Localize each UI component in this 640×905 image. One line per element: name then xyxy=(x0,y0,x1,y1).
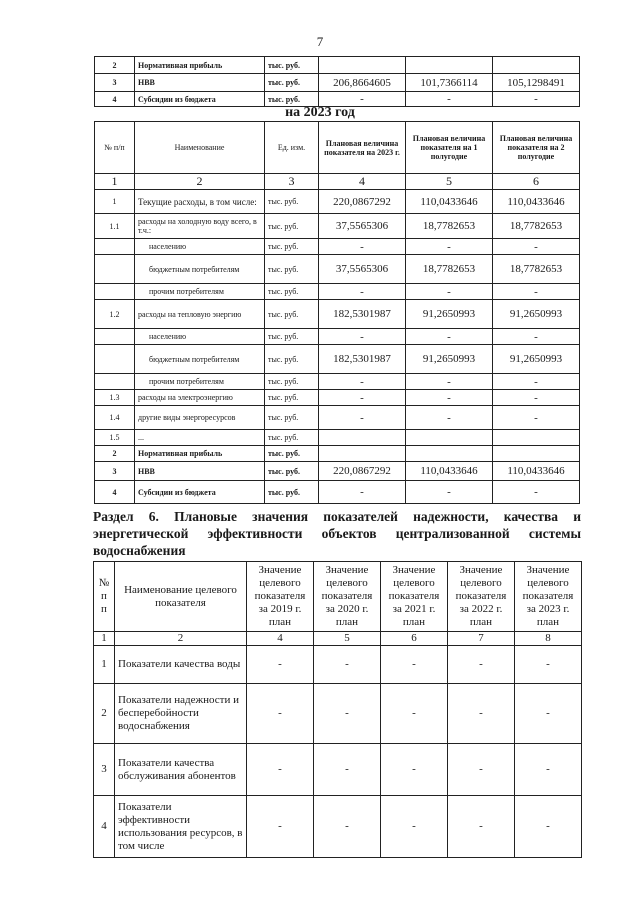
table-row xyxy=(94,744,582,796)
row-number: 1.3 xyxy=(95,390,135,406)
row-name: НВВ xyxy=(135,74,265,92)
row-value: 18,7782653 xyxy=(493,255,580,284)
row-name: Текущие расходы, в том числе: xyxy=(135,190,265,214)
row-value: - xyxy=(319,284,406,300)
table-row xyxy=(95,74,580,92)
table-row xyxy=(95,406,580,430)
header-plan-h2: Плановая величина показателя на 2 полугодие xyxy=(493,122,580,174)
table-row xyxy=(95,190,580,214)
table-row xyxy=(95,462,580,481)
table-2023 xyxy=(94,121,580,504)
row-value: 110,0433646 xyxy=(493,462,580,481)
table-row xyxy=(94,796,582,858)
row-number: 1.2 xyxy=(95,300,135,329)
index-cell: 1 xyxy=(94,632,115,646)
row-value: - xyxy=(319,406,406,430)
table-row xyxy=(95,481,580,504)
row-value xyxy=(493,446,580,462)
row-value: - xyxy=(247,684,314,744)
row-value: - xyxy=(314,646,381,684)
row-value: - xyxy=(406,92,493,107)
row-value: - xyxy=(493,406,580,430)
table-top xyxy=(94,56,580,107)
row-value: - xyxy=(515,646,582,684)
row-number: 4 xyxy=(95,92,135,107)
row-name: ... xyxy=(135,430,265,446)
row-value: - xyxy=(381,744,448,796)
row-number: 2 xyxy=(95,57,135,74)
table-row xyxy=(94,684,582,744)
table-row xyxy=(95,214,580,239)
row-unit: тыс. руб. xyxy=(265,481,319,504)
header-2021: Значение целевого показателя за 2021 г. план xyxy=(381,562,448,632)
table-row xyxy=(95,300,580,329)
row-value xyxy=(319,446,406,462)
row-number xyxy=(95,374,135,390)
row-indicator-name: Показатели эффективности использования ресурсов, в том числе xyxy=(115,796,247,858)
row-number: 1.1 xyxy=(95,214,135,239)
row-value: 110,0433646 xyxy=(493,190,580,214)
row-value xyxy=(319,430,406,446)
row-name: расходы на тепловую энергию xyxy=(135,300,265,329)
row-value xyxy=(493,430,580,446)
row-number: 3 xyxy=(94,744,115,796)
row-value: - xyxy=(406,406,493,430)
row-value: - xyxy=(319,390,406,406)
row-value: 91,2650993 xyxy=(493,345,580,374)
year-heading: на 2023 год xyxy=(285,105,355,120)
row-unit: тыс. руб. xyxy=(265,446,319,462)
table-row xyxy=(95,345,580,374)
index-cell: 6 xyxy=(493,174,580,190)
header-2020: Значение целевого показателя за 2020 г. план xyxy=(314,562,381,632)
row-name: бюджетным потребителям xyxy=(135,345,265,374)
row-name: другие виды энергоресурсов xyxy=(135,406,265,430)
index-cell: 5 xyxy=(406,174,493,190)
row-value xyxy=(406,57,493,74)
row-value: - xyxy=(319,481,406,504)
row-value: 182,5301987 xyxy=(319,300,406,329)
row-value: - xyxy=(319,239,406,255)
index-cell: 2 xyxy=(115,632,247,646)
row-value: 91,2650993 xyxy=(406,345,493,374)
row-name: бюджетным потребителям xyxy=(135,255,265,284)
row-number: 3 xyxy=(95,74,135,92)
row-value: - xyxy=(314,796,381,858)
header-no: № п п xyxy=(94,562,115,632)
row-value: 91,2650993 xyxy=(493,300,580,329)
table-row xyxy=(95,239,580,255)
row-indicator-name: Показатели качества воды xyxy=(115,646,247,684)
table-row xyxy=(95,430,580,446)
row-unit: тыс. руб. xyxy=(265,214,319,239)
row-value: - xyxy=(381,796,448,858)
index-cell: 6 xyxy=(381,632,448,646)
row-number: 2 xyxy=(94,684,115,744)
row-indicator-name: Показатели надежности и бесперебойности водоснабжения xyxy=(115,684,247,744)
row-value: - xyxy=(515,744,582,796)
row-unit: тыс. руб. xyxy=(265,390,319,406)
header-no: № п/п xyxy=(95,122,135,174)
row-value: 220,0867292 xyxy=(319,462,406,481)
row-value: - xyxy=(515,684,582,744)
row-number xyxy=(95,255,135,284)
row-value: - xyxy=(406,239,493,255)
row-value: - xyxy=(493,481,580,504)
index-cell: 8 xyxy=(515,632,582,646)
row-value: - xyxy=(515,796,582,858)
header-unit: Ед. изм. xyxy=(265,122,319,174)
row-number: 4 xyxy=(95,481,135,504)
row-value: - xyxy=(247,796,314,858)
row-unit: тыс. руб. xyxy=(265,462,319,481)
row-value: 37,5565306 xyxy=(319,214,406,239)
row-value: 182,5301987 xyxy=(319,345,406,374)
row-value: - xyxy=(406,329,493,345)
row-name: прочим потребителям xyxy=(135,284,265,300)
row-name: Субсидии из бюджета xyxy=(135,481,265,504)
row-name: Нормативная прибыль xyxy=(135,446,265,462)
table-row xyxy=(95,57,580,74)
row-number: 1.4 xyxy=(95,406,135,430)
row-number: 4 xyxy=(94,796,115,858)
row-value: - xyxy=(493,92,580,107)
row-value: 18,7782653 xyxy=(406,214,493,239)
row-value: 220,0867292 xyxy=(319,190,406,214)
row-value: - xyxy=(247,744,314,796)
row-number: 1.5 xyxy=(95,430,135,446)
table-row xyxy=(95,446,580,462)
row-value: - xyxy=(448,744,515,796)
header-plan-h1: Плановая величина показателя на 1 полугодие xyxy=(406,122,493,174)
row-name: Субсидии из бюджета xyxy=(135,92,265,107)
row-value xyxy=(319,57,406,74)
row-number: 1 xyxy=(94,646,115,684)
index-cell: 7 xyxy=(448,632,515,646)
row-value: 101,7366114 xyxy=(406,74,493,92)
row-unit: тыс. руб. xyxy=(265,239,319,255)
header-2022: Значение целевого показателя за 2022 г. план xyxy=(448,562,515,632)
row-value: - xyxy=(493,284,580,300)
row-unit: тыс. руб. xyxy=(265,74,319,92)
index-cell: 5 xyxy=(314,632,381,646)
row-value: 206,8664605 xyxy=(319,74,406,92)
header-name: Наименование xyxy=(135,122,265,174)
row-unit: тыс. руб. xyxy=(265,300,319,329)
row-value: - xyxy=(448,646,515,684)
row-value: 105,1298491 xyxy=(493,74,580,92)
table-indicators xyxy=(93,561,582,858)
row-name: расходы на холодную воду всего, в т.ч.: xyxy=(135,214,265,239)
row-value: - xyxy=(493,374,580,390)
row-value: - xyxy=(406,374,493,390)
table-row xyxy=(95,374,580,390)
row-name: населению xyxy=(135,239,265,255)
index-cell: 2 xyxy=(135,174,265,190)
row-unit: тыс. руб. xyxy=(265,255,319,284)
row-value: - xyxy=(314,744,381,796)
row-unit: тыс. руб. xyxy=(265,329,319,345)
table-row xyxy=(94,646,582,684)
table-row xyxy=(95,284,580,300)
row-value: 91,2650993 xyxy=(406,300,493,329)
row-value xyxy=(493,57,580,74)
row-value: - xyxy=(319,92,406,107)
index-cell: 1 xyxy=(95,174,135,190)
row-unit: тыс. руб. xyxy=(265,57,319,74)
index-cell: 4 xyxy=(319,174,406,190)
row-number xyxy=(95,329,135,345)
header-indicator-name: Наименование целевого показателя xyxy=(115,562,247,632)
row-value: 110,0433646 xyxy=(406,462,493,481)
row-name: населению xyxy=(135,329,265,345)
row-value: - xyxy=(319,329,406,345)
row-value: - xyxy=(493,390,580,406)
row-value: - xyxy=(448,796,515,858)
table-row xyxy=(95,390,580,406)
row-number xyxy=(95,284,135,300)
row-value xyxy=(406,430,493,446)
index-cell: 3 xyxy=(265,174,319,190)
row-unit: тыс. руб. xyxy=(265,190,319,214)
table-row xyxy=(95,329,580,345)
header-2023: Значение целевого показателя за 2023 г. план xyxy=(515,562,582,632)
row-value: - xyxy=(381,646,448,684)
row-name: расходы на электроэнергию xyxy=(135,390,265,406)
row-name: НВВ xyxy=(135,462,265,481)
row-name: прочим потребителям xyxy=(135,374,265,390)
row-unit: тыс. руб. xyxy=(265,374,319,390)
header-2019: Значение целевого показателя за 2019 г. план xyxy=(247,562,314,632)
row-number xyxy=(95,345,135,374)
row-value: - xyxy=(406,481,493,504)
row-value: - xyxy=(247,646,314,684)
row-value: - xyxy=(314,684,381,744)
row-unit: тыс. руб. xyxy=(265,284,319,300)
index-cell: 4 xyxy=(247,632,314,646)
row-number xyxy=(95,239,135,255)
row-value: - xyxy=(493,239,580,255)
row-value: - xyxy=(319,374,406,390)
row-value: - xyxy=(406,284,493,300)
row-value: - xyxy=(448,684,515,744)
row-unit: тыс. руб. xyxy=(265,345,319,374)
row-value: 18,7782653 xyxy=(406,255,493,284)
row-value: 37,5565306 xyxy=(319,255,406,284)
row-unit: тыс. руб. xyxy=(265,430,319,446)
table-row xyxy=(95,255,580,284)
row-value: - xyxy=(406,390,493,406)
row-number: 1 xyxy=(95,190,135,214)
row-value xyxy=(406,446,493,462)
row-value: 110,0433646 xyxy=(406,190,493,214)
row-unit: тыс. руб. xyxy=(265,406,319,430)
row-indicator-name: Показатели качества обслуживания абонентов xyxy=(115,744,247,796)
row-value: - xyxy=(493,329,580,345)
row-value: - xyxy=(381,684,448,744)
row-value: 18,7782653 xyxy=(493,214,580,239)
header-plan-year: Плановая величина показателя на 2023 г. xyxy=(319,122,406,174)
row-name: Нормативная прибыль xyxy=(135,57,265,74)
row-number: 2 xyxy=(95,446,135,462)
row-unit: тыс. руб. xyxy=(265,92,319,107)
section-title: Раздел 6. Плановые значения показателей надежности, качества и энергетической эффективности объектов централизованной системы водоснабжения xyxy=(93,509,581,558)
page-number: 7 xyxy=(316,34,324,49)
row-number: 3 xyxy=(95,462,135,481)
